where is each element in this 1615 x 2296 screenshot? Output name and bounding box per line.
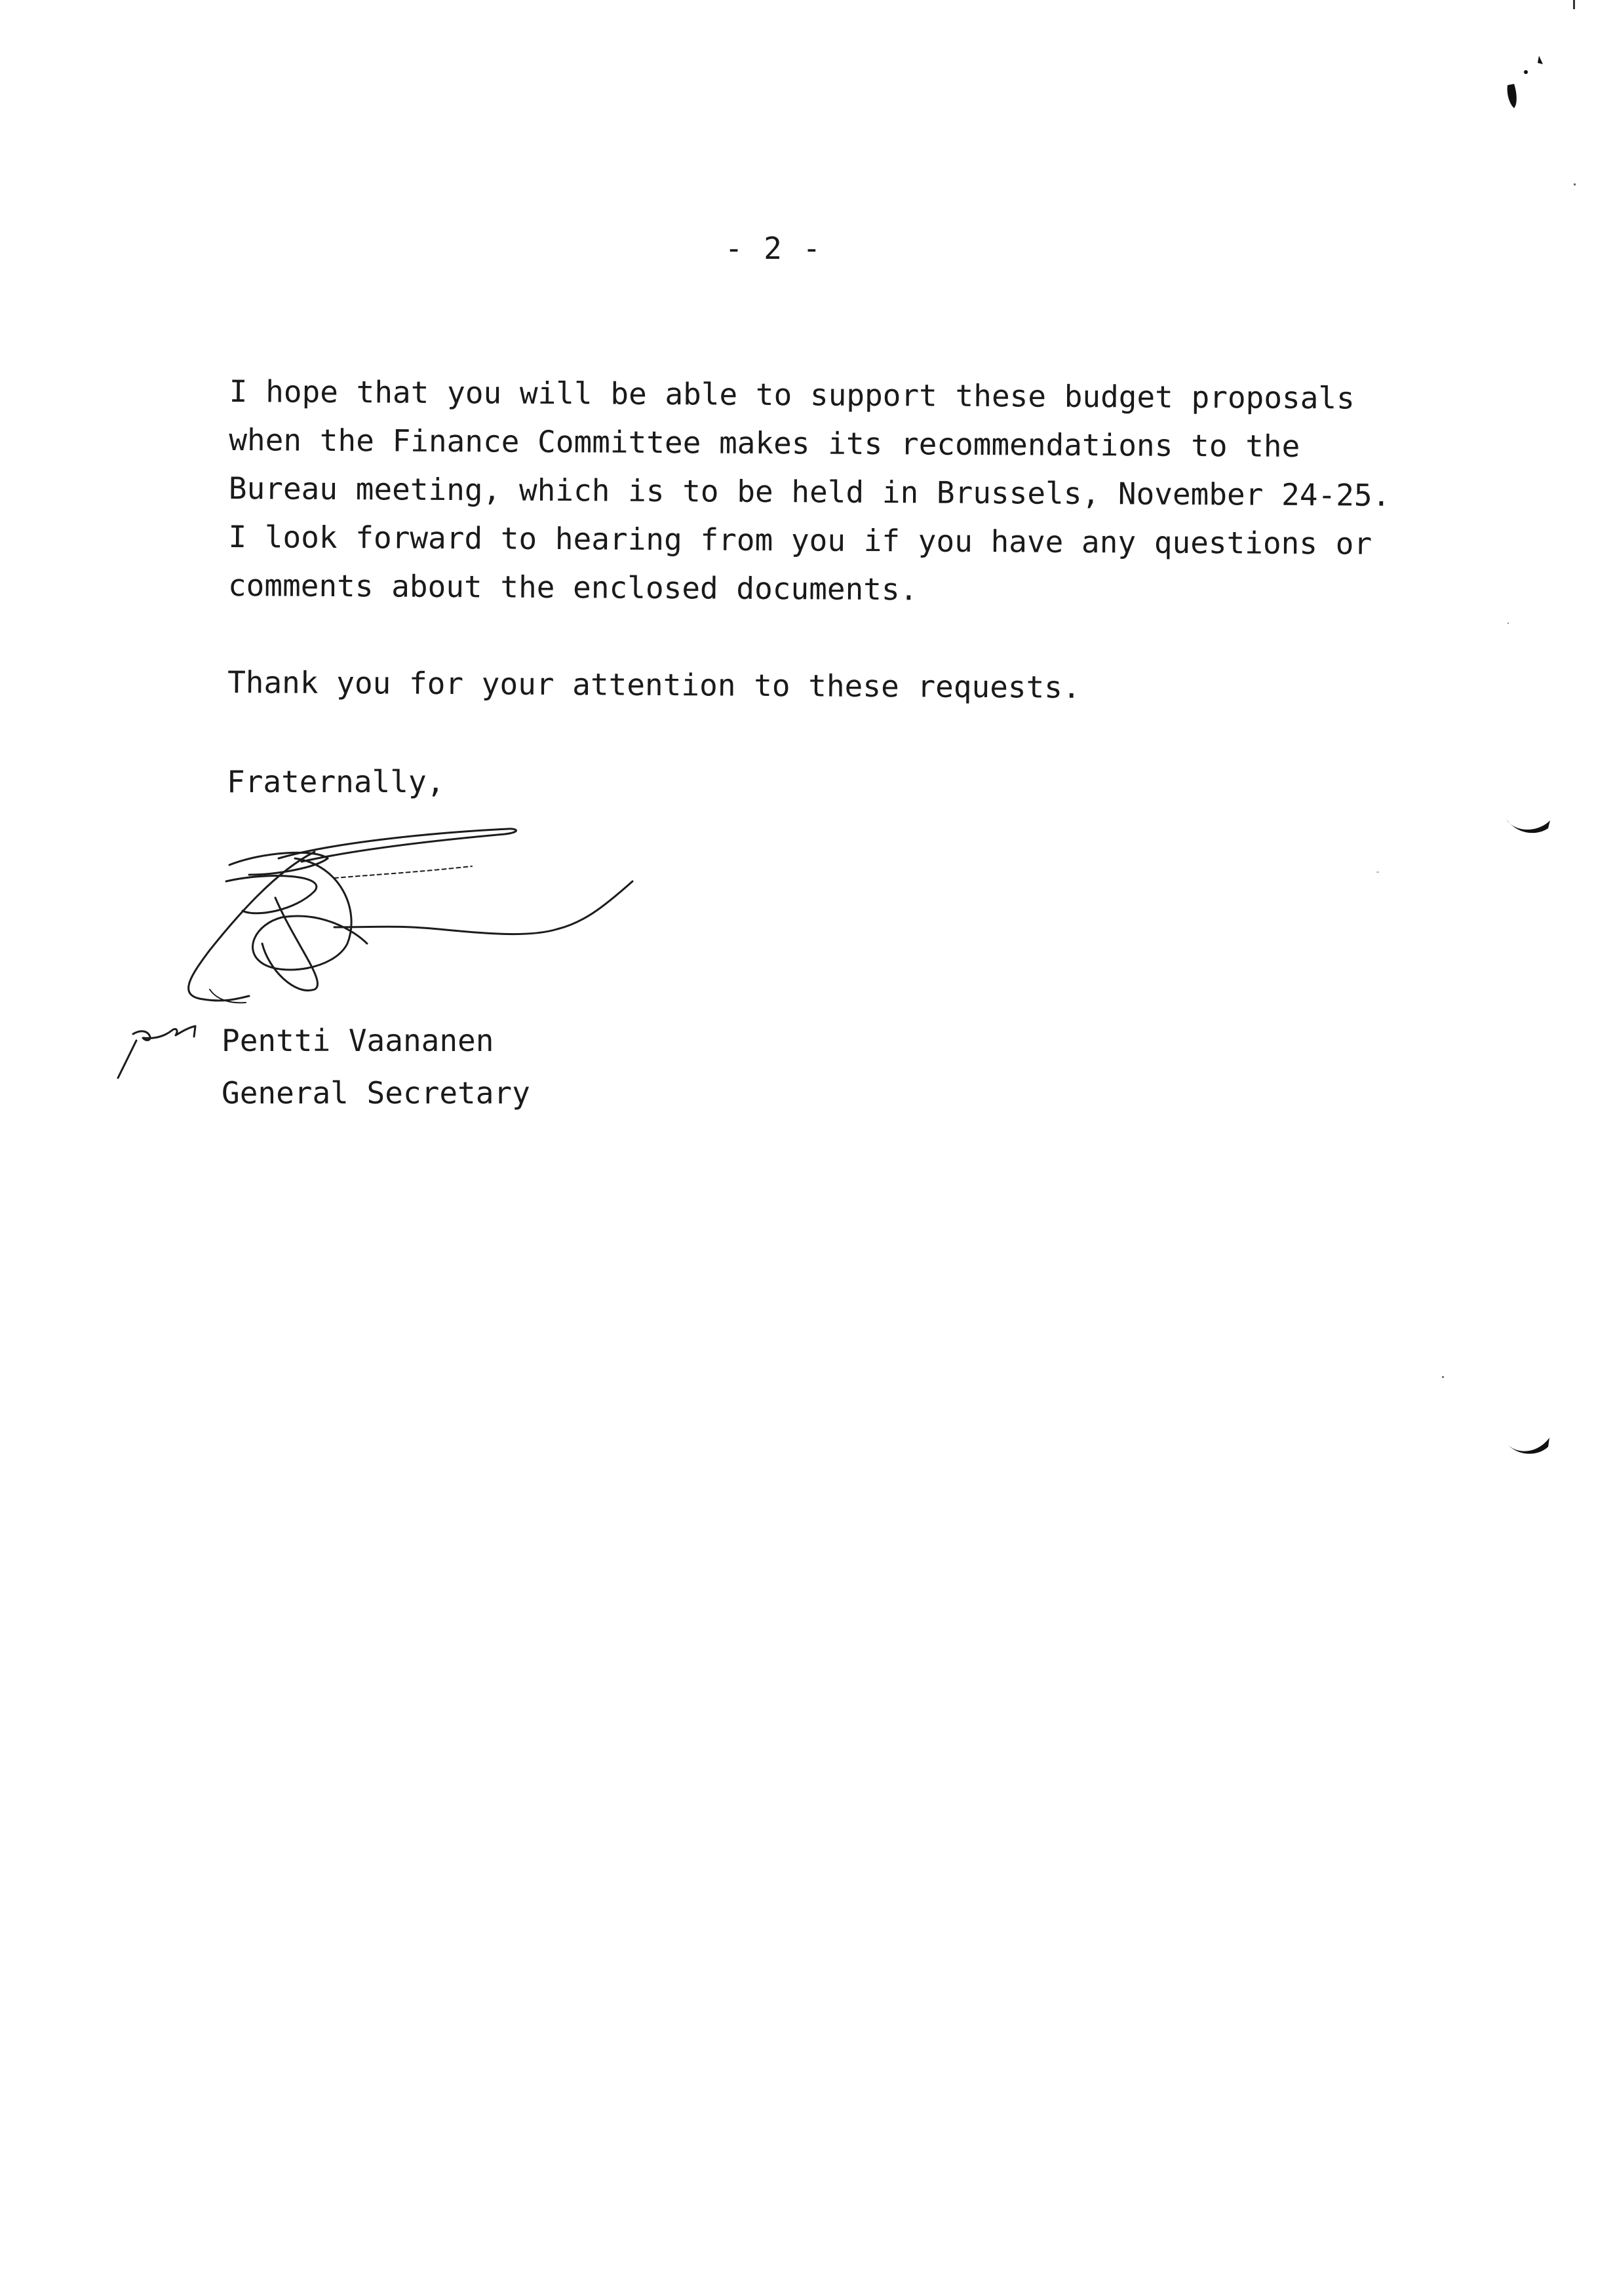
signatory-block <box>222 1014 530 1119</box>
ink-speck-mark <box>1488 46 1560 118</box>
handwritten-initials <box>110 1016 208 1088</box>
paragraph-budget-proposals <box>228 367 1527 617</box>
scan-speck <box>1574 183 1576 185</box>
body-line: when the Finance Committee makes its recommendations to the <box>229 421 1300 464</box>
punch-hole-mark <box>1501 806 1560 845</box>
body-line: Bureau meeting, which is to be held in Brussels, November 24-25. <box>228 470 1391 513</box>
scan-speck <box>1376 871 1379 873</box>
body-line: I hope that you will be able to support these budget proposals <box>229 373 1355 416</box>
letter-body <box>227 367 1527 763</box>
signatory-name: Pentti Vaananen <box>222 1023 494 1058</box>
body-line: I look forward to hearing from you if you have any questions or <box>228 518 1372 562</box>
paragraph-thank-you <box>227 658 1525 714</box>
body-line: Thank you for your attention to these requests. <box>227 664 1081 705</box>
body-line: comments about the enclosed documents. <box>227 567 918 607</box>
scan-speck <box>1442 1376 1444 1378</box>
punch-hole-mark <box>1501 1428 1560 1468</box>
closing-salutation: Fraternally, <box>227 764 445 799</box>
signatory-title: General Secretary <box>222 1075 530 1111</box>
scan-edge-mark <box>1573 0 1575 9</box>
handwritten-signature <box>164 813 649 1009</box>
page-number: - 2 - <box>724 231 823 266</box>
scan-speck <box>1508 622 1509 624</box>
